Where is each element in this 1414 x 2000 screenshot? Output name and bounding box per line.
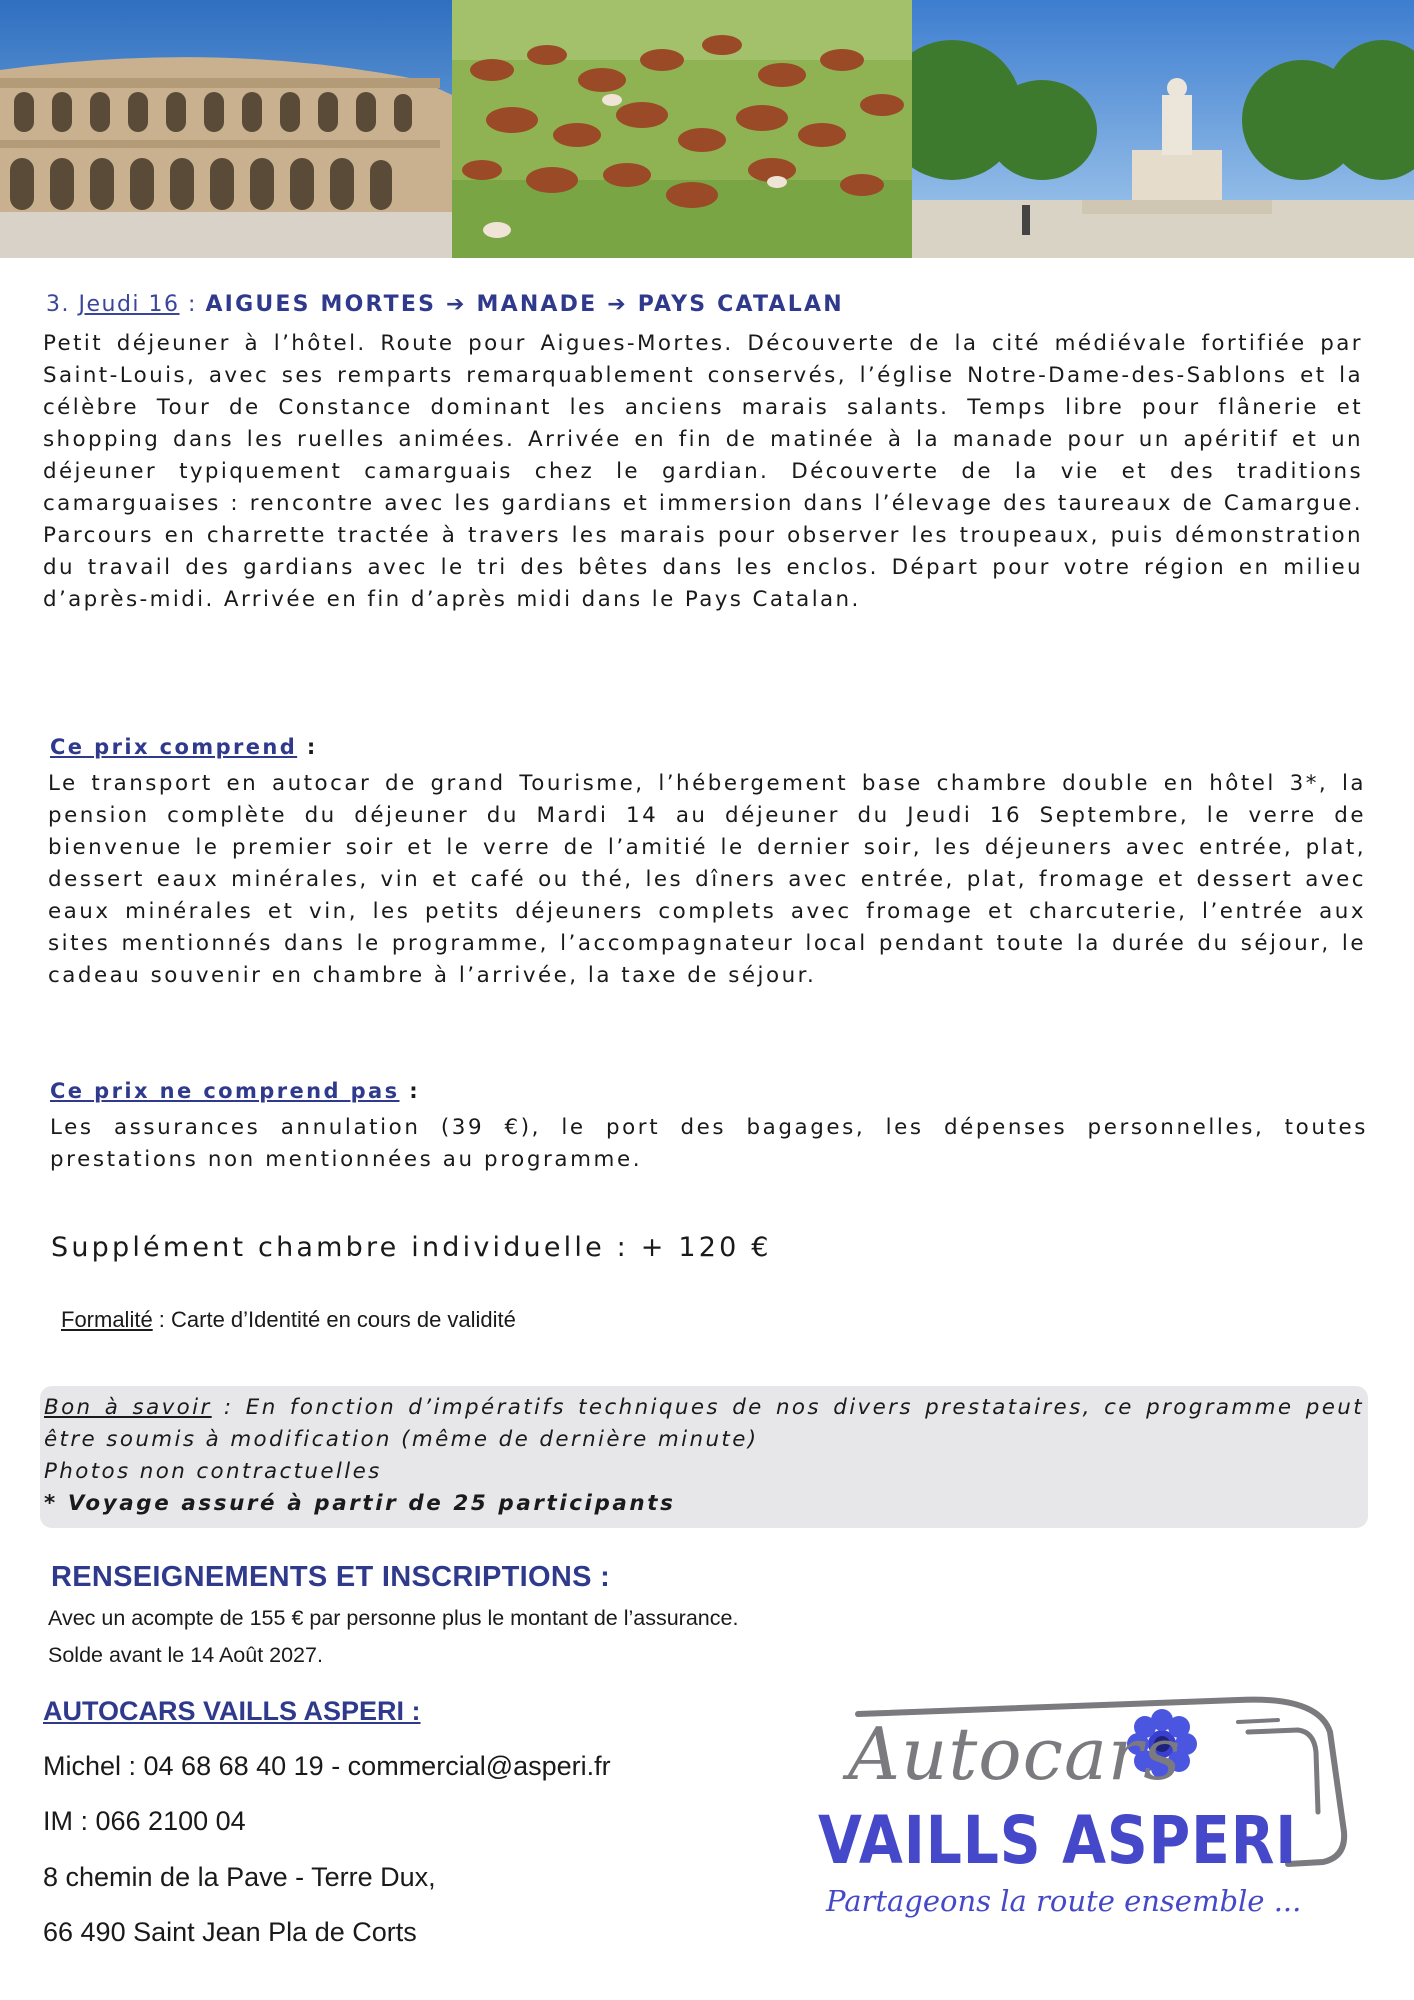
logo-script-text: Autocars [848,1712,1182,1796]
fountain-statue-photo [912,0,1414,258]
formality-text: : Carte d’Identité en cours de validité [152,1307,516,1332]
notice-text [44,1392,1364,1520]
formality-line [61,1307,516,1333]
formality-label: Formalité [61,1307,153,1332]
registration-balance: Solde avant le 14 Août 2027. [48,1643,323,1667]
excludes-heading-colon: : [409,1079,421,1103]
includes-heading-label: Ce prix comprend [50,735,298,759]
company-address-city: 66 490 Saint Jean Pla de Corts [43,1917,417,1947]
company-logo [818,1692,1358,1940]
company-heading: AUTOCARS VAILLS ASPERI : [43,1696,421,1726]
single-room-supplement: Supplément chambre individuelle : + 120 € [51,1232,772,1263]
excludes-heading [50,1079,420,1103]
company-address-street: 8 chemin de la Pave - Terre Dux, [43,1862,436,1892]
notice-body: : En fonction d’impératifs techniques de nos divers prestataires, ce programme peut être soumis à modification (même de dernière minute) [44,1395,1364,1452]
includes-text: Le transport en autocar de grand Tourisme, l’hébergement base chambre double en hôtel 3*, la pension complète du déjeuner du Mardi 14 au déjeuner du Jeudi 16 Septembre, le verre de bienvenue le premier soir et le verre de l’amitié le dernier soir, les déjeuners avec entrée, plat, dessert eaux minérales, vin et café ou thé, les dîners avec entrée, plat, fromage et dessert avec eaux minérales et vin, les petits déjeuners complets avec fromage et charcuterie, l’entrée aux sites mentionnés dans le programme, l’accompagnateur local pendant toute la durée du séjour, le cadeau souvenir en chambre à l’arrivée, la taxe de séjour. [48,771,1366,988]
includes-heading [50,735,318,759]
includes-heading-colon: : [306,735,318,759]
notice-minimum: * Voyage assuré à partir de 25 participants [44,1491,676,1516]
excludes-text: Les assurances annulation (39 €), le port des bagages, les dépenses personnelles, toutes prestations non mentionnées au programme. [50,1115,1368,1172]
photo-strip [0,0,1414,258]
day-title: AIGUES MORTES ➔ MANADE ➔ PAYS CATALAN [205,292,844,317]
day-separator: : [188,292,197,317]
notice-label: Bon à savoir [44,1395,212,1420]
day-heading [46,292,844,317]
arena-photo [0,0,452,258]
day-description: Petit déjeuner à l’hôtel. Route pour Aigues-Mortes. Découverte de la cité médiévale fortifiée par Saint-Louis, avec ses remparts remarquablement conservés, l’église Notre-Dame-des-Sablons et la célèbre Tour de Constance dominant les anciens marais salants. Temps libre pour flânerie et shopping dans les ruelles animées. Arrivée en fin de matinée à la manade pour un apéritif et un déjeuner typiquement camarguais chez le gardian. Découverte de la vie et des traditions camarguaises : rencontre avec les gardians et immersion dans l’élevage des taureaux de Camargue. Parcours en charrette tractée à travers les marais pour observer les troupeaux, puis démonstration du travail des gardians avec le tri des bêtes dans les enclos. Départ pour votre région en milieu d’après-midi. Arrivée en fin d’après midi dans le Pays Catalan. [43,331,1363,612]
logo-name: VAILLS ASPERI [818,1802,1298,1879]
logo-tagline: Partageons la route ensemble ... [826,1884,1302,1918]
registration-deposit: Avec un acompte de 155 € par personne plus le montant de l’assurance. [48,1606,739,1630]
registration-heading: RENSEIGNEMENTS ET INSCRIPTIONS : [51,1561,611,1593]
day-number: 3. [46,292,70,317]
day-date: Jeudi 16 [78,292,180,317]
excludes-heading-label: Ce prix ne comprend pas [50,1079,400,1103]
company-contact: Michel : 04 68 68 40 19 - commercial@asperi.fr [43,1751,611,1781]
notice-paragraph [44,1392,1364,1456]
cattle-herd-photo [452,0,912,258]
company-im: IM : 066 2100 04 [43,1806,246,1836]
notice-photos: Photos non contractuelles [44,1459,382,1484]
